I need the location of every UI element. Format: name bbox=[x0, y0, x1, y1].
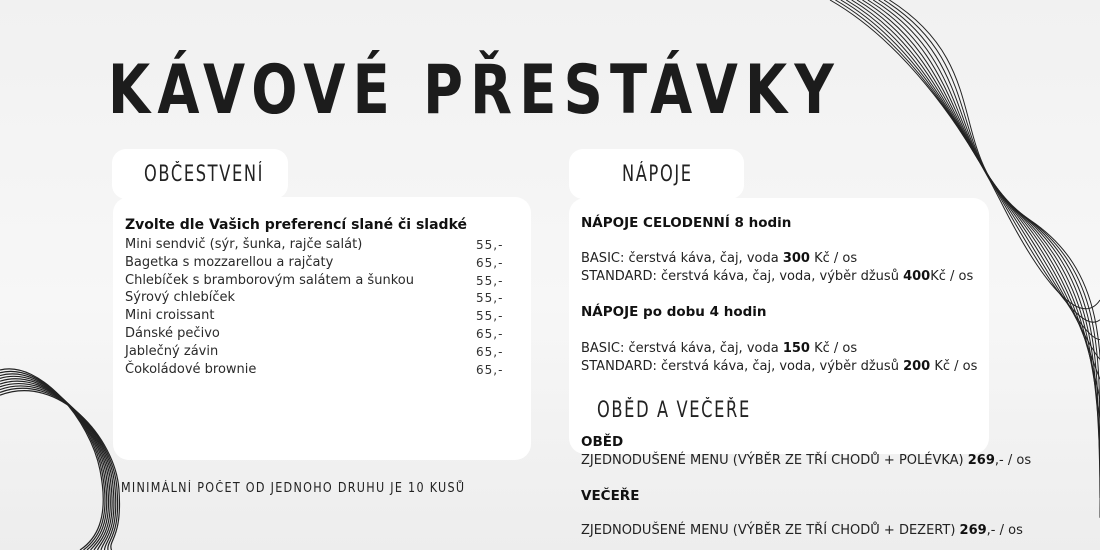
food-item-name: Sýrový chlebíček bbox=[125, 290, 236, 306]
food-item bbox=[125, 272, 504, 290]
tab-food bbox=[112, 149, 288, 199]
drinks-half-title: NÁPOJE po dobu 4 hodin bbox=[581, 304, 767, 320]
lunch-price: 269 bbox=[967, 453, 995, 468]
food-item-name: Chlebíček s bramborovým salátem a šunkou bbox=[125, 272, 414, 288]
half-standard-text: STANDARD: čerstvá káva, čaj, voda, výběr džusů bbox=[581, 359, 904, 374]
wave-line bbox=[0, 388, 118, 550]
half-basic-text: BASIC: čerstvá káva, čaj, voda bbox=[581, 341, 783, 356]
tab-drinks bbox=[569, 149, 744, 199]
food-item-price: 65,- bbox=[476, 326, 504, 341]
half-basic-suffix: Kč / os bbox=[809, 341, 858, 356]
wave-line bbox=[0, 371, 105, 550]
page-title: KÁVOVÉ PŘESTÁVKY bbox=[108, 51, 841, 130]
drinks-allday-title: NÁPOJE CELODENNÍ 8 hodin bbox=[581, 215, 792, 231]
food-item bbox=[125, 361, 504, 379]
lunch-title: OBĚD bbox=[581, 434, 624, 450]
half-standard-suffix: Kč / os bbox=[930, 359, 978, 374]
wave-line bbox=[0, 381, 112, 550]
wave-line bbox=[0, 376, 109, 550]
allday-standard-text: STANDARD: čerstvá káva, čaj, voda, výběr džusů bbox=[581, 269, 904, 284]
food-item bbox=[125, 236, 504, 254]
drinks-allday-standard bbox=[581, 269, 973, 284]
dinner-line bbox=[581, 523, 1023, 538]
dinner-suffix: ,- / os bbox=[986, 523, 1023, 538]
lunch-text: ZJEDNODUŠENÉ MENU (VÝBĚR ZE TŘÍ CHODŮ + POLÉVKA) bbox=[581, 453, 968, 468]
dinner-price: 269 bbox=[959, 523, 987, 538]
food-item-name: Jablečný závin bbox=[125, 343, 219, 359]
food-item-price: 55,- bbox=[476, 273, 504, 288]
meals-tab-label: OBĚD A VEČEŘE bbox=[597, 397, 751, 423]
drinks-half-basic bbox=[581, 341, 857, 356]
food-item-price: 65,- bbox=[476, 255, 504, 270]
food-item-name: Bagetka s mozzarellou a rajčaty bbox=[125, 254, 334, 270]
food-item-price: 55,- bbox=[476, 291, 504, 306]
tab-meals bbox=[575, 386, 775, 434]
food-item-name: Čokoládové brownie bbox=[125, 361, 257, 377]
food-list bbox=[125, 236, 504, 378]
food-item-name: Mini sendvič (sýr, šunka, rajče salát) bbox=[125, 237, 363, 252]
food-item-price: 55,- bbox=[476, 309, 504, 324]
allday-basic-text: BASIC: čerstvá káva, čaj, voda bbox=[581, 251, 783, 266]
food-item-price: 55,- bbox=[476, 238, 504, 252]
dinner-title: VEČEŘE bbox=[581, 488, 640, 504]
food-item-price: 65,- bbox=[476, 362, 504, 377]
food-item-name: Dánské pečivo bbox=[125, 325, 220, 341]
food-tab-label: OBČESTVENÍ bbox=[144, 161, 265, 187]
food-item-price: 65,- bbox=[476, 344, 504, 359]
food-item bbox=[125, 307, 504, 325]
allday-standard-price: 400 bbox=[903, 269, 931, 284]
food-item bbox=[125, 254, 504, 272]
food-heading: Zvolte dle Vašich preferencí slané či sladké bbox=[125, 217, 467, 233]
food-item-name: Mini croissant bbox=[125, 308, 215, 324]
wave-line bbox=[0, 379, 110, 550]
lunch-line bbox=[581, 453, 1031, 468]
food-item bbox=[125, 289, 504, 307]
allday-basic-suffix: Kč / os bbox=[809, 251, 858, 266]
lunch-suffix: ,- / os bbox=[994, 453, 1032, 468]
wave-line bbox=[0, 369, 103, 550]
allday-standard-suffix: Kč / os bbox=[930, 269, 974, 284]
allday-basic-price: 300 bbox=[782, 251, 810, 266]
wave-line bbox=[0, 391, 119, 550]
drinks-tab-label: NÁPOJE bbox=[622, 161, 693, 187]
food-item bbox=[125, 325, 504, 343]
drinks-half-standard bbox=[581, 359, 977, 374]
food-item bbox=[125, 343, 504, 361]
half-basic-price: 150 bbox=[782, 341, 810, 356]
wave-line bbox=[0, 384, 114, 550]
half-standard-price: 200 bbox=[903, 359, 931, 374]
wave-line bbox=[0, 374, 107, 550]
minimum-note: MINIMÁLNÍ POČET OD JEDNOHO DRUHU JE 10 KUSŮ bbox=[121, 481, 466, 496]
drinks-allday-basic bbox=[581, 251, 857, 266]
wave-line bbox=[0, 386, 116, 550]
dinner-text: ZJEDNODUŠENÉ MENU (VÝBĚR ZE TŘÍ CHODŮ + DEZERT) bbox=[581, 523, 960, 538]
